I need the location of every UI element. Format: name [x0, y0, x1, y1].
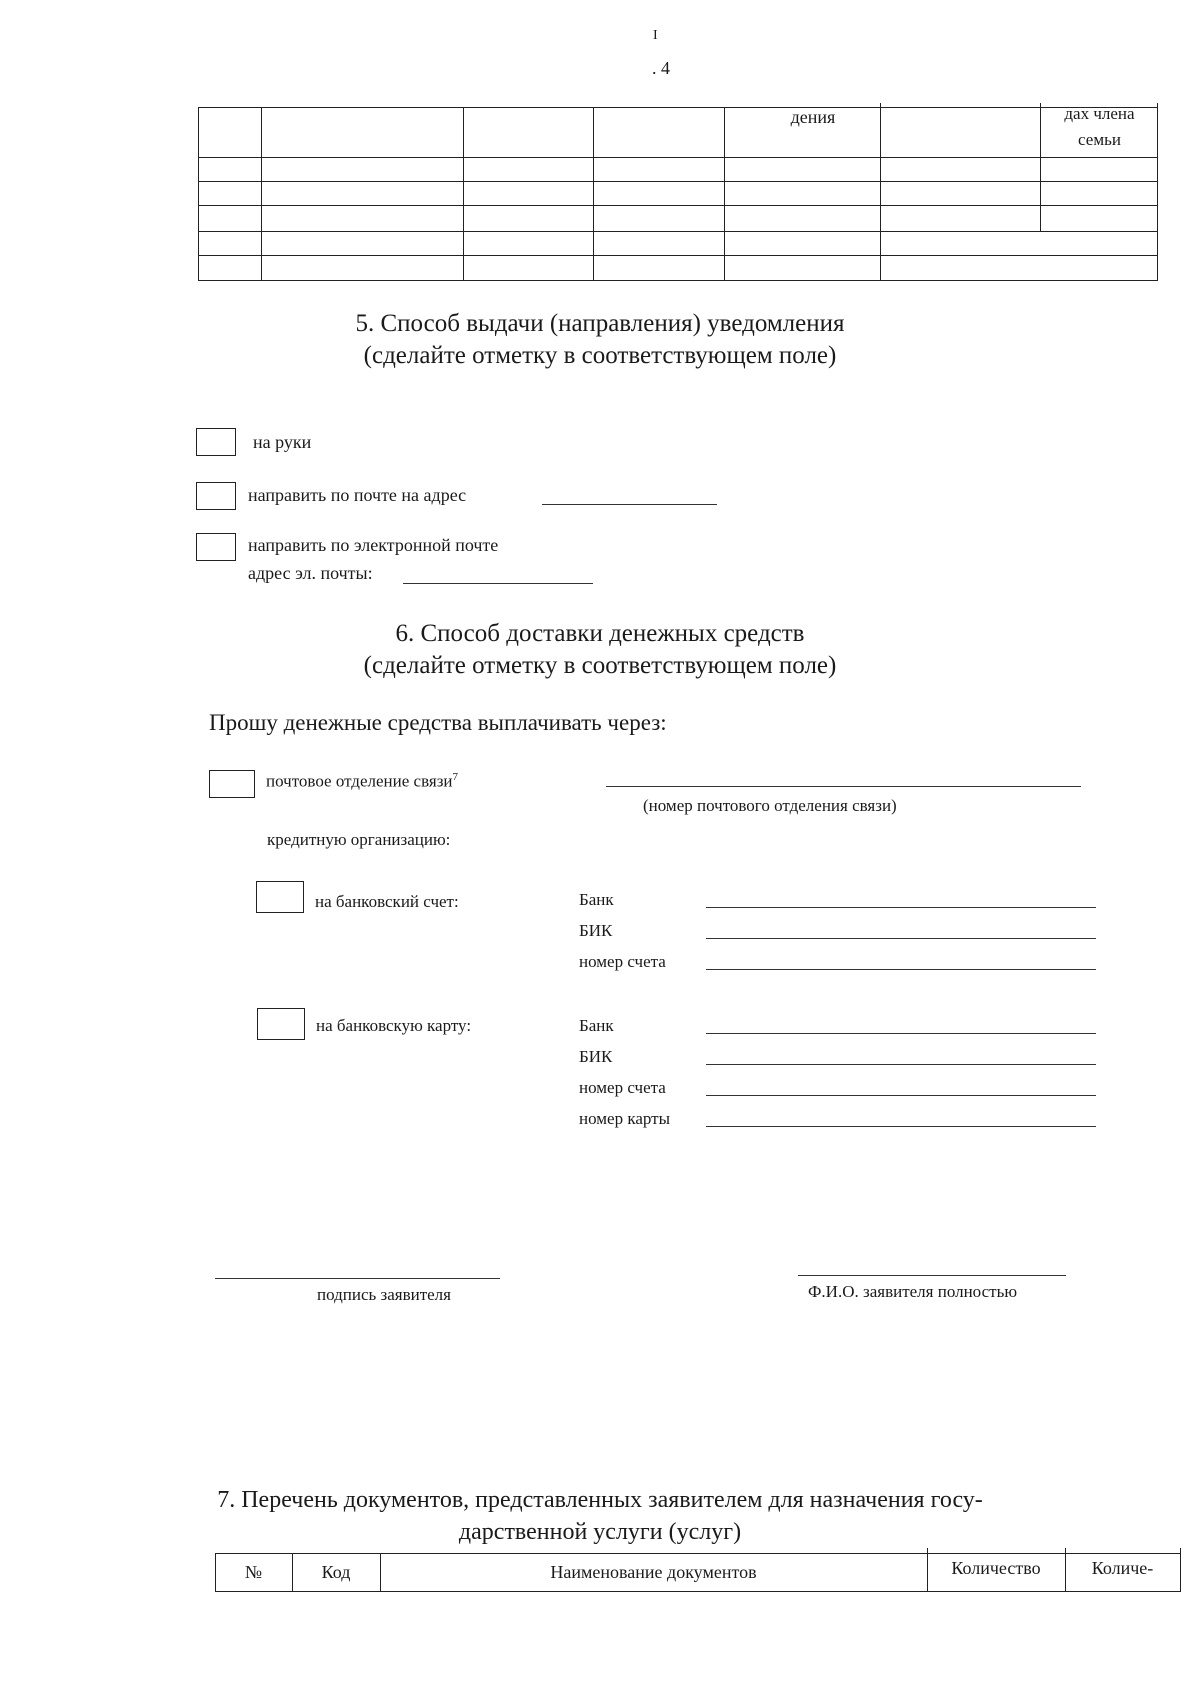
- full-name-caption: Ф.И.О. заявителя полностью: [808, 1282, 1018, 1301]
- bank-account-bank-field[interactable]: [706, 907, 1096, 908]
- section7-title-line1: 7. Перечень документов, представленных заявителем для назначения госу-: [217, 1487, 983, 1513]
- table-line: [198, 231, 1158, 232]
- checkbox-bank-account[interactable]: [256, 881, 304, 913]
- table-line: [198, 255, 1158, 256]
- option-in-person-label: на руки: [253, 432, 312, 452]
- bank-account-bik-field[interactable]: [706, 938, 1096, 939]
- email-address-field[interactable]: [403, 583, 593, 584]
- top-table: [198, 103, 1158, 283]
- checkbox-by-email[interactable]: [196, 533, 236, 561]
- table-line: [880, 103, 881, 280]
- table-line: [1040, 103, 1041, 231]
- post-office-label: почтовое отделение связи$^7$: [266, 771, 459, 791]
- column-header-document-name: Наименование документов: [550, 1562, 757, 1582]
- table-line: [593, 107, 594, 280]
- table-line: [724, 107, 725, 280]
- bank-card-field-label: номер карты: [579, 1109, 671, 1128]
- page-mark: I: [653, 28, 658, 43]
- table-line: [198, 107, 199, 280]
- section7-title-line2: дарственной услуги (услуг): [458, 1519, 742, 1545]
- bank-card-label: на банковскую карту:: [316, 1016, 472, 1035]
- section6-title-line2: (сделайте отметку в соответствующем поле): [363, 652, 837, 679]
- section5-title-line1: 5. Способ выдачи (направления) уведомления: [355, 310, 845, 337]
- post-office-number-field[interactable]: [606, 786, 1081, 787]
- page-number: . 4: [652, 58, 670, 78]
- signature-line[interactable]: [215, 1278, 500, 1279]
- email-address-label: адрес эл. почты:: [248, 563, 373, 583]
- checkbox-post-office[interactable]: [209, 770, 255, 798]
- bank-account-number-field[interactable]: [706, 969, 1096, 970]
- bank-card-bank-field[interactable]: [706, 1033, 1096, 1034]
- table-line: [215, 1553, 1181, 1554]
- table-line: [261, 107, 262, 280]
- bank-account-field-label: номер счета: [579, 952, 666, 971]
- bank-card-number-field[interactable]: [706, 1126, 1096, 1127]
- table-line: [1157, 103, 1158, 280]
- bank-card-account-field[interactable]: [706, 1095, 1096, 1096]
- table-line: [198, 205, 1158, 206]
- table-line: [198, 181, 1158, 182]
- table-line: [463, 107, 464, 280]
- bank-card-field-label: БИК: [579, 1047, 613, 1066]
- checkbox-by-mail[interactable]: [196, 482, 236, 510]
- section5-title-line2: (сделайте отметку в соответствующем поле): [363, 342, 837, 369]
- bank-card-field-label: номер счета: [579, 1078, 666, 1097]
- option-by-mail-label: направить по почте на адрес: [248, 485, 467, 505]
- table-line: [198, 280, 1158, 281]
- bank-card-field-label: Банк: [579, 1016, 614, 1035]
- table-line: [198, 157, 1158, 158]
- column-header-code: Код: [321, 1562, 351, 1582]
- payment-intro: Прошу денежные средства выплачивать через:: [209, 710, 667, 735]
- table-header-cell: дения: [790, 107, 836, 127]
- checkbox-in-person[interactable]: [196, 428, 236, 456]
- option-by-email-label: направить по электронной почте: [248, 535, 499, 555]
- bank-card-bik-field[interactable]: [706, 1064, 1096, 1065]
- post-office-caption: (номер почтового отделения связи): [643, 796, 897, 815]
- column-header-quantity-2: Количе-: [1091, 1558, 1154, 1578]
- table-line: [1180, 1548, 1181, 1591]
- table-header-cell: дах члена семьи: [1064, 104, 1135, 149]
- checkbox-bank-card[interactable]: [257, 1008, 305, 1040]
- table-line: [215, 1591, 1181, 1592]
- mail-address-field[interactable]: [542, 504, 717, 505]
- bank-account-field-label: Банк: [579, 890, 614, 909]
- bank-account-label: на банковский счет:: [315, 892, 459, 911]
- column-header-number: №: [244, 1562, 263, 1582]
- full-name-line[interactable]: [798, 1275, 1066, 1276]
- column-header-quantity: Количество: [951, 1558, 1041, 1578]
- documents-table-header: [215, 1548, 1181, 1595]
- credit-org-label: кредитную организацию:: [267, 830, 451, 849]
- table-line: [198, 107, 1158, 108]
- signature-caption: подпись заявителя: [317, 1285, 451, 1304]
- bank-account-field-label: БИК: [579, 921, 613, 940]
- section6-title-line1: 6. Способ доставки денежных средств: [395, 620, 805, 647]
